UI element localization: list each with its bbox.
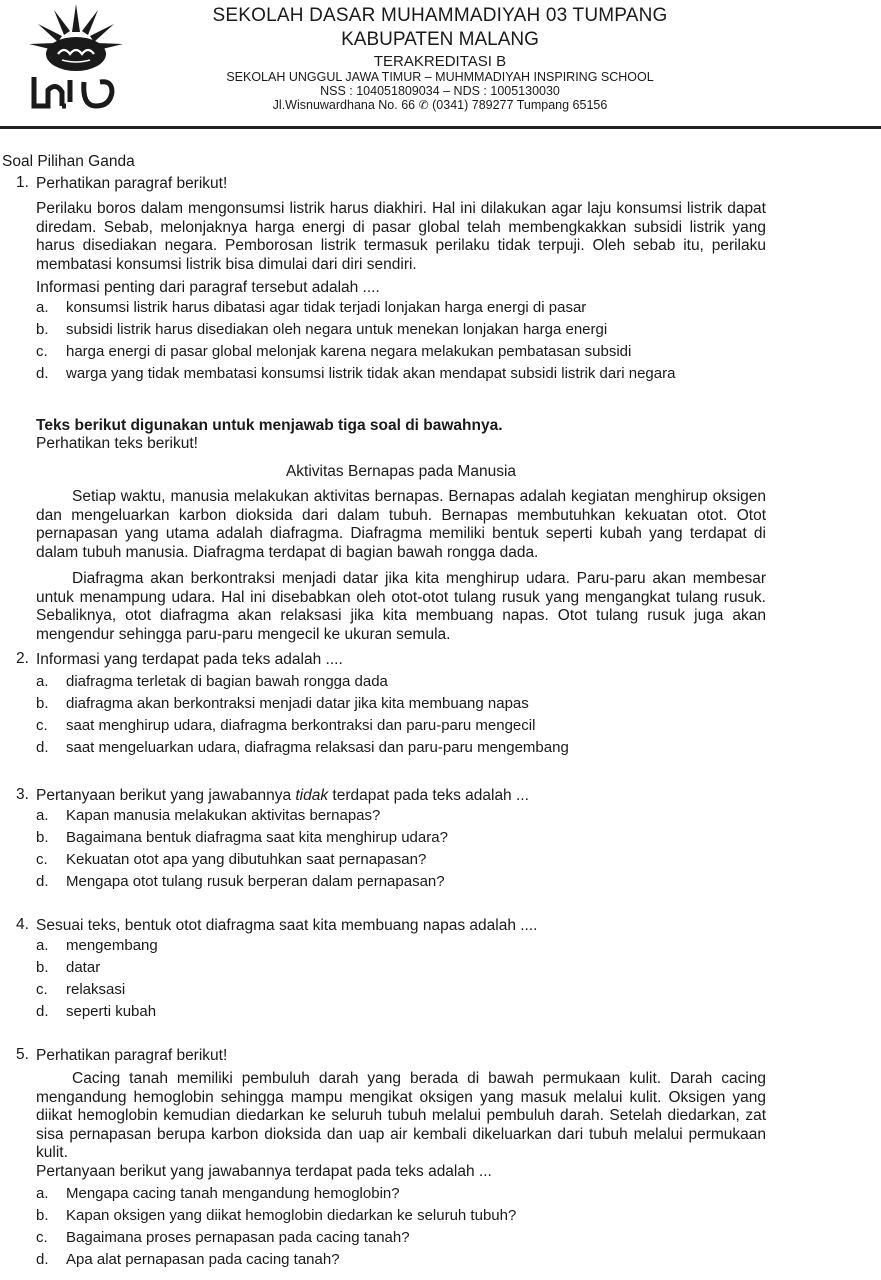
question-5-option-c[interactable] <box>36 1228 410 1247</box>
option-letter: d. <box>36 365 49 382</box>
question-1-prompt: Perhatikan paragraf berikut! <box>36 175 228 192</box>
option-text: diafragma terletak di bagian bawah rongga dada <box>66 673 388 690</box>
passage-intro: Teks berikut digunakan untuk menjawab tiga soal di bawahnya. <box>36 417 503 434</box>
option-letter: c. <box>36 343 48 360</box>
option-text: Bagaimana proses pernapasan pada cacing tanah? <box>66 1229 410 1246</box>
regency-name: KABUPATEN MALANG <box>341 28 539 50</box>
question-1-text: Informasi penting dari paragraf tersebut adalah .... <box>36 279 380 296</box>
option-letter: c. <box>36 717 48 734</box>
option-letter: a. <box>36 937 49 954</box>
address-phone: (0341) 789277 Tumpang <box>432 97 570 112</box>
option-text: mengembang <box>66 937 158 954</box>
question-3-text-b: terdapat pada teks adalah ... <box>328 787 529 804</box>
option-text: saat menghirup udara, diafragma berkontraksi dan paru-paru mengecil <box>66 717 536 734</box>
option-text: saat mengeluarkan udara, diafragma relaksasi dan paru-paru mengembang <box>66 739 569 756</box>
option-letter: a. <box>36 1185 49 1202</box>
option-letter: d. <box>36 739 49 756</box>
question-4-option-a[interactable] <box>36 936 158 955</box>
option-letter: b. <box>36 1207 49 1224</box>
muhammadiyah-logo-icon <box>26 2 126 112</box>
question-3-option-c[interactable] <box>36 850 426 869</box>
school-ids: NSS : 104051809034 – NDS : 1005130030 <box>320 84 560 99</box>
question-3-option-d[interactable] <box>36 872 445 891</box>
passage-paragraph-2: Diafragma akan berkontraksi menjadi datar jika kita menghirup udara. Paru-paru akan membesar untuk menampung udara. Hal ini disebabkan oleh otot-otot tulang rusuk yang mengangkat tulang rusuk. Sebaliknya, otot diafragma akan relaksasi jika kita membuang napas. Otot tulang rusuk juga akan mengendur sehingga paru-paru mengecil ke ukuran semula. <box>36 570 766 643</box>
question-3-text <box>36 786 529 805</box>
option-text: Apa alat pernapasan pada cacing tanah? <box>66 1251 340 1268</box>
option-text: harga energi di pasar global melonjak karena negara melakukan pembatasan subsidi <box>66 343 632 360</box>
passage-instruction: Perhatikan teks berikut! <box>36 435 198 452</box>
header-divider <box>0 126 881 129</box>
question-5-number: 5. <box>16 1046 29 1063</box>
option-text: seperti kubah <box>66 1003 157 1020</box>
address-street: Jl.Wisnuwardhana No. 66 <box>272 97 416 112</box>
option-letter: b. <box>36 695 49 712</box>
question-2-option-a[interactable] <box>36 672 388 691</box>
option-text: warga yang tidak membatasi konsumsi listrik tidak akan mendapat subsidi listrik dari negara <box>66 365 676 382</box>
question-3-option-b[interactable] <box>36 828 448 847</box>
question-5-text: Pertanyaan berikut yang jawabannya terdapat pada teks adalah ... <box>36 1163 492 1180</box>
school-motto: SEKOLAH UNGGUL JAWA TIMUR – MUHMMADIYAH INSPIRING SCHOOL <box>226 70 654 85</box>
option-letter: d. <box>36 1251 49 1268</box>
option-letter: b. <box>36 829 49 846</box>
option-letter: d. <box>36 1003 49 1020</box>
question-5-option-b[interactable] <box>36 1206 516 1225</box>
question-3-emphasis: tidak <box>295 787 329 804</box>
option-text: diafragma akan berkontraksi menjadi datar jika kita membuang napas <box>66 695 529 712</box>
question-3-number: 3. <box>16 786 29 803</box>
option-text: relaksasi <box>66 981 126 998</box>
question-4-text: Sesuai teks, bentuk otot diafragma saat kita membuang napas adalah .... <box>36 917 538 934</box>
question-1-option-a[interactable] <box>36 298 586 317</box>
question-2-option-d[interactable] <box>36 738 569 757</box>
section-title: Soal Pilihan Ganda <box>2 153 135 170</box>
option-text: subsidi listrik harus disediakan oleh negara untuk menekan lonjakan harga energi <box>66 321 608 338</box>
option-text: Bagaimana bentuk diafragma saat kita menghirup udara? <box>66 829 448 846</box>
option-letter: c. <box>36 981 48 998</box>
question-2-option-b[interactable] <box>36 694 529 713</box>
question-5-prompt: Perhatikan paragraf berikut! <box>36 1047 228 1064</box>
question-1-paragraph: Perilaku boros dalam mengonsumsi listrik harus diakhiri. Hal ini dilakukan agar laju konsumsi listrik dapat diredam. Sebab, melonjaknya harga energi di pasar global telah membengkakkan subsidi listrik yang harus disediakan negara. Pemborosan listrik termasuk perilaku tidak terpuji. Oleh sebab itu, perilaku membatasi konsumsi listrik bisa dimulai dari diri sendiri. <box>36 200 766 273</box>
option-letter: c. <box>36 1229 48 1246</box>
question-2-option-c[interactable] <box>36 716 535 735</box>
question-4-option-b[interactable] <box>36 958 100 977</box>
option-text: konsumsi listrik harus dibatasi agar tidak terjadi lonjakan harga energi di pasar <box>66 299 587 316</box>
option-letter: b. <box>36 321 49 338</box>
question-3-option-a[interactable] <box>36 806 380 825</box>
option-text: Kekuatan otot apa yang dibutuhkan saat pernapasan? <box>66 851 427 868</box>
letterhead-text <box>200 6 680 113</box>
option-text: Kapan oksigen yang diikat hemoglobin diedarkan ke seluruh tubuh? <box>66 1207 517 1224</box>
option-text: Kapan manusia melakukan aktivitas bernapas? <box>66 807 381 824</box>
question-2-text: Informasi yang terdapat pada teks adalah .... <box>36 651 343 668</box>
option-text: Mengapa cacing tanah mengandung hemoglobin? <box>66 1185 400 1202</box>
question-1-option-d[interactable] <box>36 364 675 383</box>
option-letter: a. <box>36 299 49 316</box>
question-4-option-d[interactable] <box>36 1002 156 1021</box>
passage-paragraph-1: Setiap waktu, manusia melakukan aktivitas bernapas. Bernapas adalah kegiatan menghirup oksigen dan mengeluarkan karbon dioksida dari dalam tubuh. Bernapas membutuhkan kekuatan otot. Otot pernapasan yang utama adalah diafragma. Diafragma memiliki bentuk seperti kubah yang terdapat di dalam tubuh manusia. Diafragma terdapat di bagian bawah rongga dada. <box>36 488 766 561</box>
question-5-paragraph: Cacing tanah memiliki pembuluh darah yang berada di bawah permukaan kulit. Darah cacing mengandung hemoglobin sehingga mampu mengikat oksigen yang masuk melalui kulit. Oksigen yang diikat hemoglobin kemudian diedarkan ke seluruh tubuh melalui pembuluh darah. Setelah diedarkan, zat sisa pernapasan berupa karbon dioksida dan uap air kembali dikeluarkan dari tubuh melalui permukaan kulit. <box>36 1070 766 1161</box>
question-4-number: 4. <box>16 916 29 933</box>
question-1-option-b[interactable] <box>36 320 607 339</box>
phone-icon: ✆ <box>418 97 429 112</box>
question-5-option-d[interactable] <box>36 1250 340 1269</box>
question-2-number: 2. <box>16 650 29 667</box>
question-4-option-c[interactable] <box>36 980 125 999</box>
option-letter: a. <box>36 807 49 824</box>
question-3-text-a: Pertanyaan berikut yang jawabannya <box>36 787 296 804</box>
school-name: SEKOLAH DASAR MUHAMMADIYAH 03 TUMPANG <box>212 5 668 26</box>
option-letter: b. <box>36 959 49 976</box>
address-postcode: 65156 <box>572 97 608 112</box>
accreditation: TERAKREDITASI B <box>373 52 507 70</box>
school-address <box>200 99 680 113</box>
passage-title: Aktivitas Bernapas pada Manusia <box>285 463 517 480</box>
option-letter: d. <box>36 873 49 890</box>
option-text: Mengapa otot tulang rusuk berperan dalam pernapasan? <box>66 873 445 890</box>
letterhead <box>0 0 881 132</box>
option-letter: a. <box>36 673 49 690</box>
option-text: datar <box>66 959 101 976</box>
option-letter: c. <box>36 851 48 868</box>
question-1-number: 1. <box>16 174 29 191</box>
question-1-option-c[interactable] <box>36 342 631 361</box>
question-5-option-a[interactable] <box>36 1184 400 1203</box>
